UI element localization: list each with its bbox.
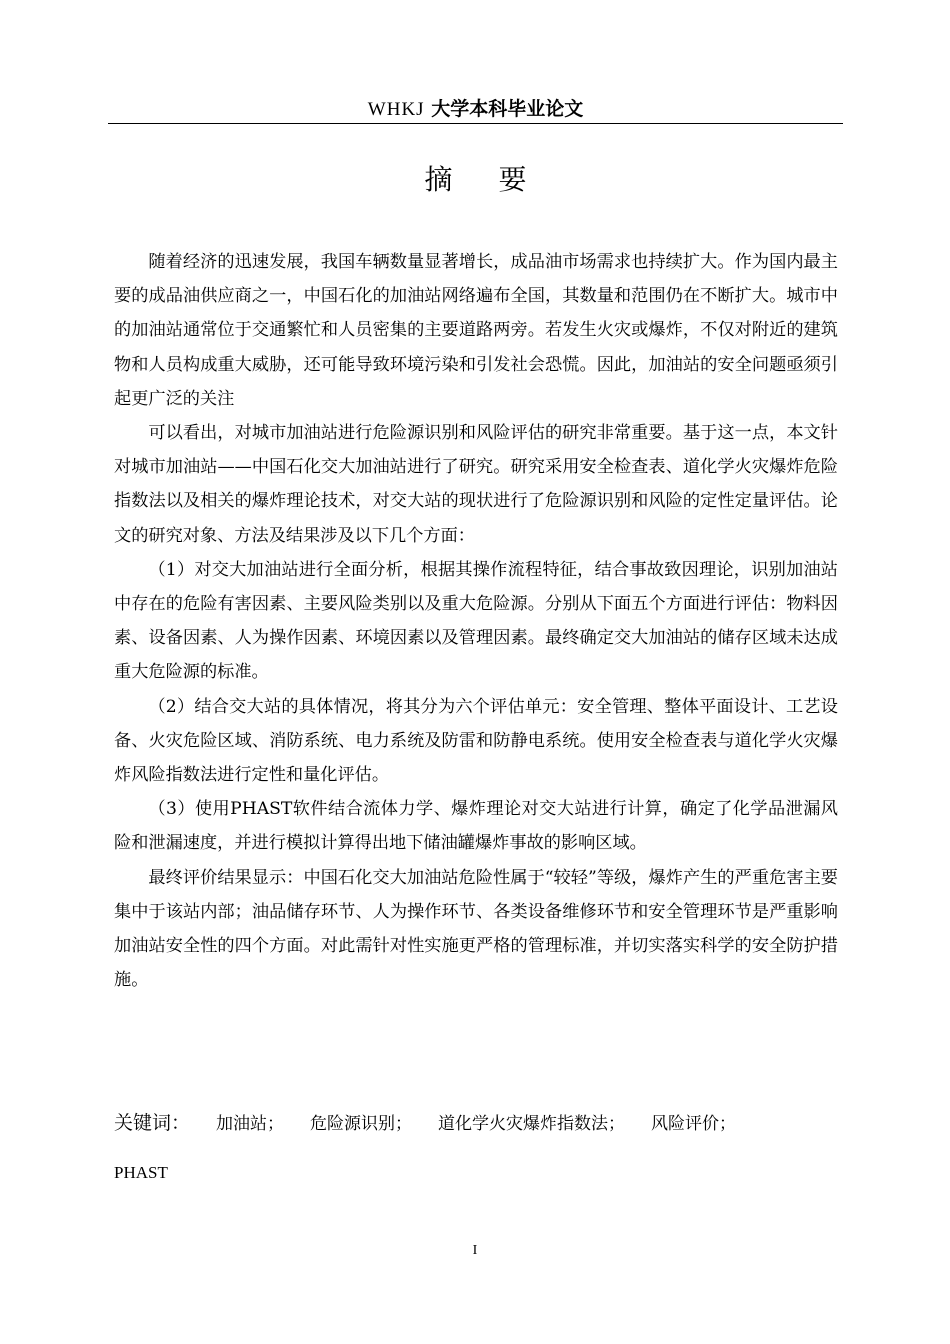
keyword-item-phast: PHAST bbox=[114, 1163, 168, 1182]
keyword-item: 加油站； bbox=[216, 1114, 285, 1134]
keyword-item: 道化学火灾爆炸指数法； bbox=[438, 1114, 626, 1134]
page-number: I bbox=[472, 1243, 478, 1258]
paragraph-item-1: （1）对交大加油站进行全面分析，根据其操作流程特征，结合事故致因理论，识别加油站中存在的危险有害因素、主要风险类别以及重大危险源。分别从下面五个方面进行评估：物料因素、设备因素、人为操作因素、环境因素以及管理因素。最终确定交大加油站的储存区域未达成重大危险源的标准。 bbox=[114, 559, 838, 683]
paragraph-item-3: （3）使用PHAST软件结合流体力学、爆炸理论对交大站进行计算，确定了化学品泄漏风险和泄漏速度，并进行模拟计算得出地下储油罐爆炸事故的影响区域。 bbox=[114, 799, 838, 854]
header-divider bbox=[108, 123, 843, 124]
abstract-body bbox=[114, 245, 838, 997]
header-document-type: 大学本科毕业论文 bbox=[424, 98, 584, 120]
keywords-line bbox=[114, 1108, 838, 1139]
keyword-item: 风险评价； bbox=[651, 1114, 737, 1134]
keyword-item: 危险源识别； bbox=[310, 1114, 413, 1134]
running-header bbox=[108, 96, 843, 122]
paragraph-item-2: （2）结合交大站的具体情况，将其分为六个评估单元：安全管理、整体平面设计、工艺设备、火灾危险区域、消防系统、电力系统及防雷和防静电系统。使用安全检查表与道化学火灾爆炸风险指数法进行定性和量化评估。 bbox=[114, 696, 838, 786]
abstract-title: 摘要 bbox=[424, 163, 573, 196]
paragraph-background: 随着经济的迅速发展，我国车辆数量显著增长，成品油市场需求也持续扩大。作为国内最主要的成品油供应商之一，中国石化的加油站网络遍布全国，其数量和范围仍在不断扩大。城市中的加油站通常位于交通繁忙和人员密集的主要道路两旁。若发生火灾或爆炸，不仅对附近的建筑物和人员构成重大威胁，还可能导致环境污染和引发社会恐慌。因此，加油站的安全问题亟须引起更广泛的关注 bbox=[114, 252, 838, 409]
paragraph-research-scope: 可以看出，对城市加油站进行危险源识别和风险评估的研究非常重要。基于这一点，本文针对城市加油站——中国石化交大加油站进行了研究。研究采用安全检查表、道化学火灾爆炸危险指数法以及相关的爆炸理论技术，对交大站的现状进行了危险源识别和风险的定性定量评估。论文的研究对象、方法及结果涉及以下几个方面： bbox=[114, 423, 838, 546]
header-school-name: WHKJ bbox=[367, 99, 425, 120]
keywords-label: 关键词： bbox=[114, 1112, 191, 1134]
paragraph-conclusion: 最终评价结果显示：中国石化交大加油站危险性属于“较轻”等级，爆炸产生的严重危害主要集中于该站内部；油品储存环节、人为操作环节、各类设备维修环节和安全管理环节是严重影响加油站安全性的四个方面。对此需针对性实施更严格的管理标准，并切实落实科学的安全防护措施。 bbox=[114, 867, 838, 991]
